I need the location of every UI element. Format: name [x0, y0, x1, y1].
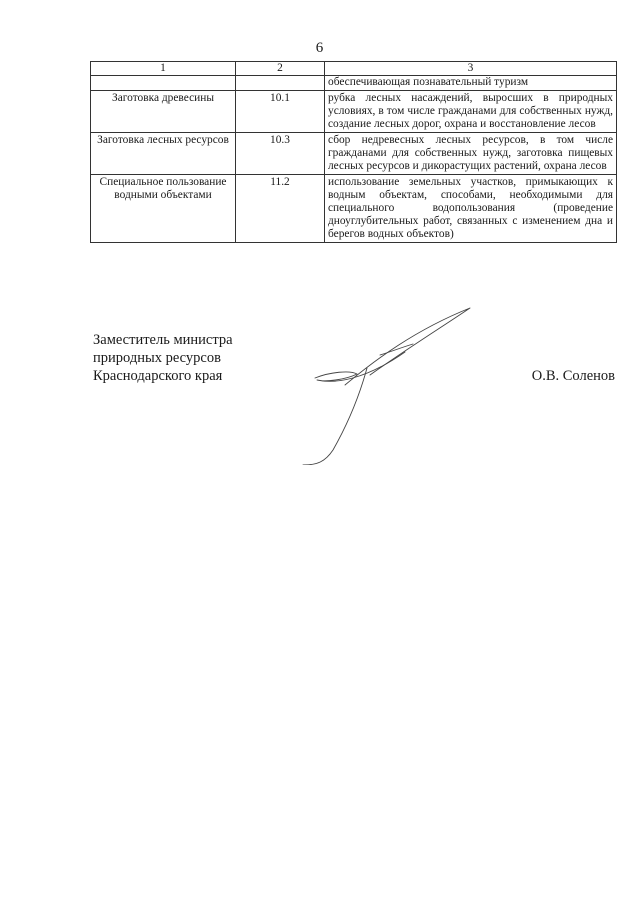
column-header-3: 3 — [325, 62, 617, 76]
activity-name: Заготовка древесины — [91, 91, 236, 133]
table-row-continuation — [91, 76, 617, 91]
signature-stroke — [380, 344, 413, 355]
continuation-description: обеспечивающая познавательный туризм — [325, 76, 617, 91]
column-header-2: 2 — [236, 62, 325, 76]
signature-stroke — [345, 308, 470, 385]
signatory-title-line: природных ресурсов — [93, 350, 221, 366]
signatory-title-line: Заместитель министра — [93, 332, 233, 348]
handwritten-signature — [295, 300, 485, 465]
table-header-row — [91, 62, 617, 76]
activity-name: Заготовка лесных ресурсов — [91, 133, 236, 175]
signatory-title — [93, 331, 233, 385]
activity-description: сбор недревесных лесных ресурсов, в том числе гражданами для собственных нужд, заготовка пищевых лесных ресурсов и дикорастущих растений, охрана лесов — [325, 133, 617, 175]
column-header-1: 1 — [91, 62, 236, 76]
signatory-title-line: Краснодарского края — [93, 368, 223, 384]
table-cell-empty — [236, 76, 325, 91]
table-row — [91, 175, 617, 243]
signature-stroke — [303, 368, 367, 465]
page-number: 6 — [315, 40, 324, 56]
activity-code: 11.2 — [236, 175, 325, 243]
signature-stroke — [315, 352, 405, 381]
table-row — [91, 91, 617, 133]
activity-code: 10.1 — [236, 91, 325, 133]
signatory-name: О.В. Соленов — [531, 368, 615, 384]
activities-table — [90, 61, 617, 243]
activity-name: Специальное пользование водными объектами — [91, 175, 236, 243]
activity-description: рубка лесных насаждений, выросших в природных условиях, в том числе гражданами для собственных нужд, создание лесных дорог, охрана и восстановление лесов — [325, 91, 617, 133]
table-row — [91, 133, 617, 175]
activity-description: использование земельных участков, примыкающих к водным объектам, способами, необходимыми для специального водопользования (проведение дноуглубительных работ, связанных с изменением дна и берегов водных объектов) — [325, 175, 617, 243]
table-cell-empty — [91, 76, 236, 91]
activity-code: 10.3 — [236, 133, 325, 175]
